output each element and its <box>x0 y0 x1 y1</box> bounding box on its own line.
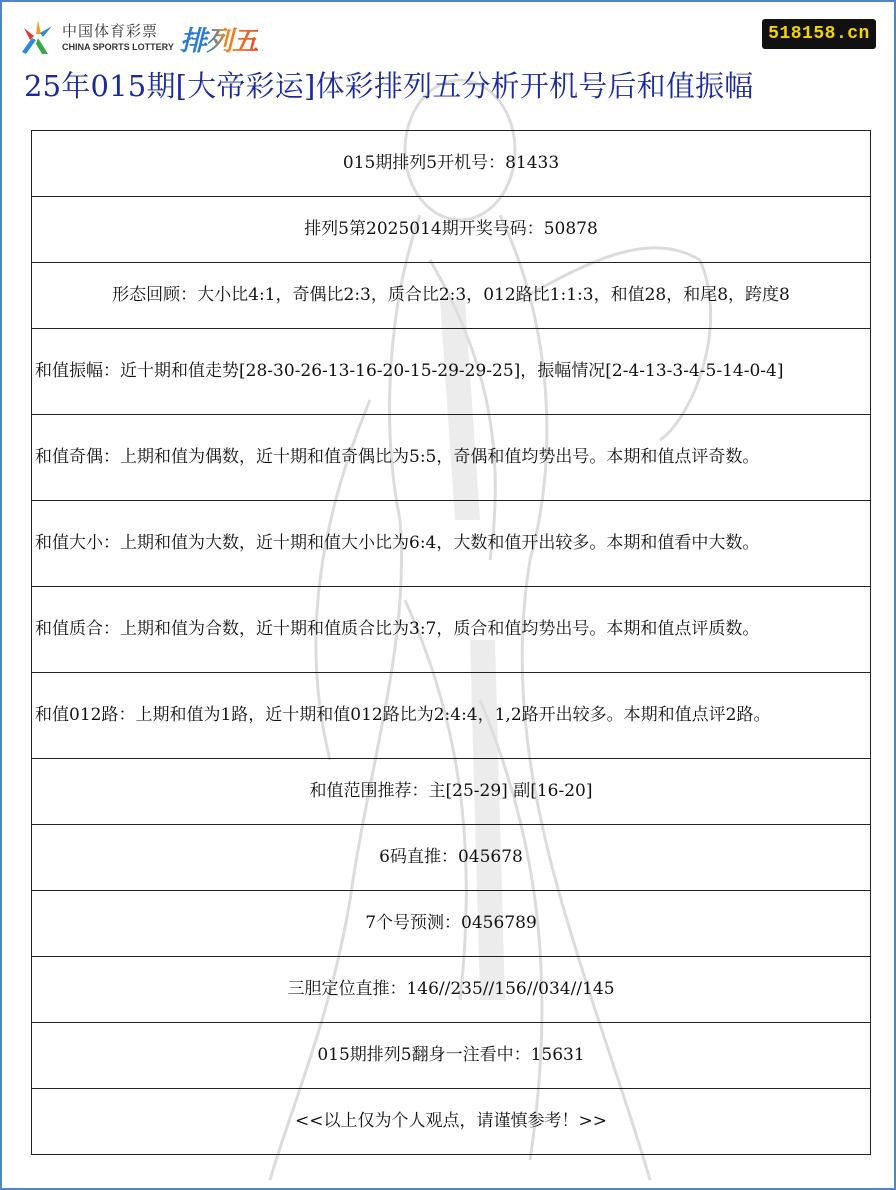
table-row: 形态回顾：大小比4:1，奇偶比2:3，质合比2:3，012路比1:1:3，和值28，和尾8，跨度8 <box>32 263 871 329</box>
analysis-table <box>31 130 871 1155</box>
logo-chinese-text: 中国体育彩票 <box>62 22 159 40</box>
table-row: 和值范围推荐：主[25-29] 副[16-20] <box>32 759 871 825</box>
table-row: 排列5第2025014期开奖号码：50878 <box>32 197 871 263</box>
table-row: 6码直推：045678 <box>32 825 871 891</box>
table-row: 和值012路：上期和值为1路，近十期和值012路比为2:4:4，1,2路开出较多。本期和值点评2路。 <box>32 673 871 759</box>
table-row: 和值质合：上期和值为合数，近十期和值质合比为3:7，质合和值均势出号。本期和值点评质数。 <box>32 587 871 673</box>
logo-english-text: CHINA SPORTS LOTTERY <box>62 42 174 52</box>
lottery-star-logo-icon <box>18 18 58 58</box>
table-row: 和值奇偶：上期和值为偶数，近十期和值奇偶比为5:5，奇偶和值均势出号。本期和值点评奇数。 <box>32 415 871 501</box>
table-row: 三胆定位直推：146//235//156//034//145 <box>32 957 871 1023</box>
table-row: 和值振幅：近十期和值走势[28-30-26-13-16-20-15-29-29-25]，振幅情况[2-4-13-3-4-5-14-0-4] <box>32 329 871 415</box>
site-domain-badge[interactable]: 518158.cn <box>762 19 876 49</box>
table-row: 7个号预测：0456789 <box>32 891 871 957</box>
table-row: 和值大小：上期和值为大数，近十期和值大小比为6:4，大数和值开出较多。本期和值看中大数。 <box>32 501 871 587</box>
table-row: 015期排列5翻身一注看中：15631 <box>32 1023 871 1089</box>
table-row: 015期排列5开机号：81433 <box>32 131 871 197</box>
table-row: <<以上仅为个人观点，请谨慎参考！>> <box>32 1089 871 1155</box>
china-sports-lottery-logo <box>18 18 258 58</box>
logo-brand-pailie5: 排列五 <box>180 19 258 58</box>
page-title: 25年015期[大帝彩运]体彩排列五分析开机号后和值振幅 <box>24 69 754 103</box>
